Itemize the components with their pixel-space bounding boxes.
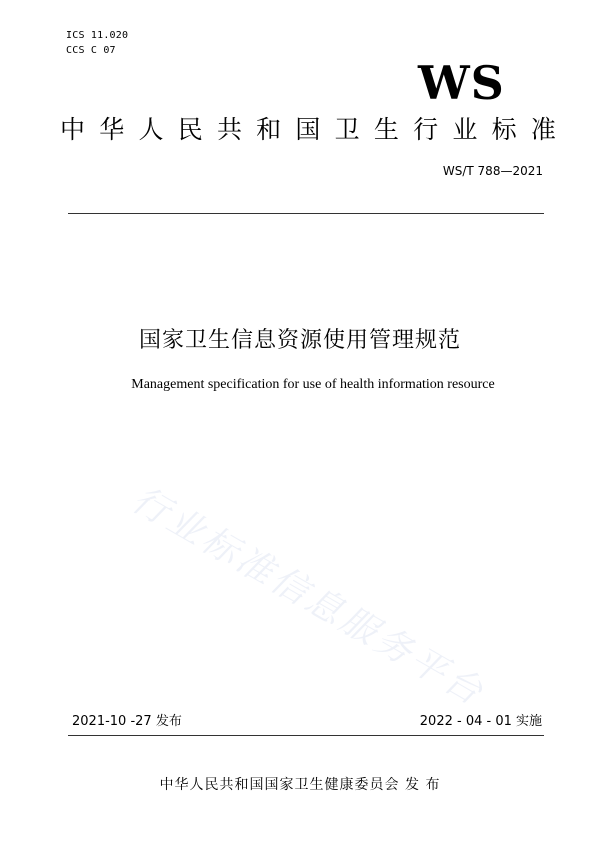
ccs-code: CCS C 07 bbox=[66, 45, 116, 56]
ics-code: ICS 11.020 bbox=[66, 30, 129, 41]
standard-category-char: 卫 bbox=[334, 115, 360, 144]
standard-number: WS/T 788—2021 bbox=[442, 164, 543, 178]
standard-category-char: 国 bbox=[295, 115, 321, 144]
standard-category-char: 业 bbox=[452, 115, 478, 144]
standard-category-char: 民 bbox=[177, 115, 203, 144]
implementation-date: 2022 - 04 - 01 实施 bbox=[419, 714, 542, 729]
footer-divider bbox=[68, 735, 544, 736]
watermark: 行业标准信息服务平台 bbox=[125, 479, 492, 715]
ws-logo: WS bbox=[418, 56, 505, 110]
standard-category-char: 人 bbox=[138, 115, 164, 144]
standard-category-char: 中 bbox=[60, 115, 86, 144]
standard-category-char: 准 bbox=[530, 115, 556, 144]
standard-category-char: 共 bbox=[216, 115, 242, 144]
issuing-authority: 中华人民共和国国家卫生健康委员会 发 布 bbox=[159, 777, 441, 793]
issue-date: 2021-10 -27 发布 bbox=[72, 714, 182, 729]
header-divider bbox=[68, 213, 544, 214]
standard-category-char: 生 bbox=[373, 115, 399, 144]
standard-category-title bbox=[60, 114, 556, 146]
document-title-chinese: 国家卫生信息资源使用管理规范 bbox=[138, 328, 461, 353]
standard-category-char: 行 bbox=[413, 115, 439, 144]
document-title-english: Management specification for use of health information resource bbox=[131, 377, 495, 392]
standard-category-char: 华 bbox=[99, 115, 125, 144]
standard-category-char: 和 bbox=[256, 115, 282, 144]
standard-category-char: 标 bbox=[491, 115, 517, 144]
